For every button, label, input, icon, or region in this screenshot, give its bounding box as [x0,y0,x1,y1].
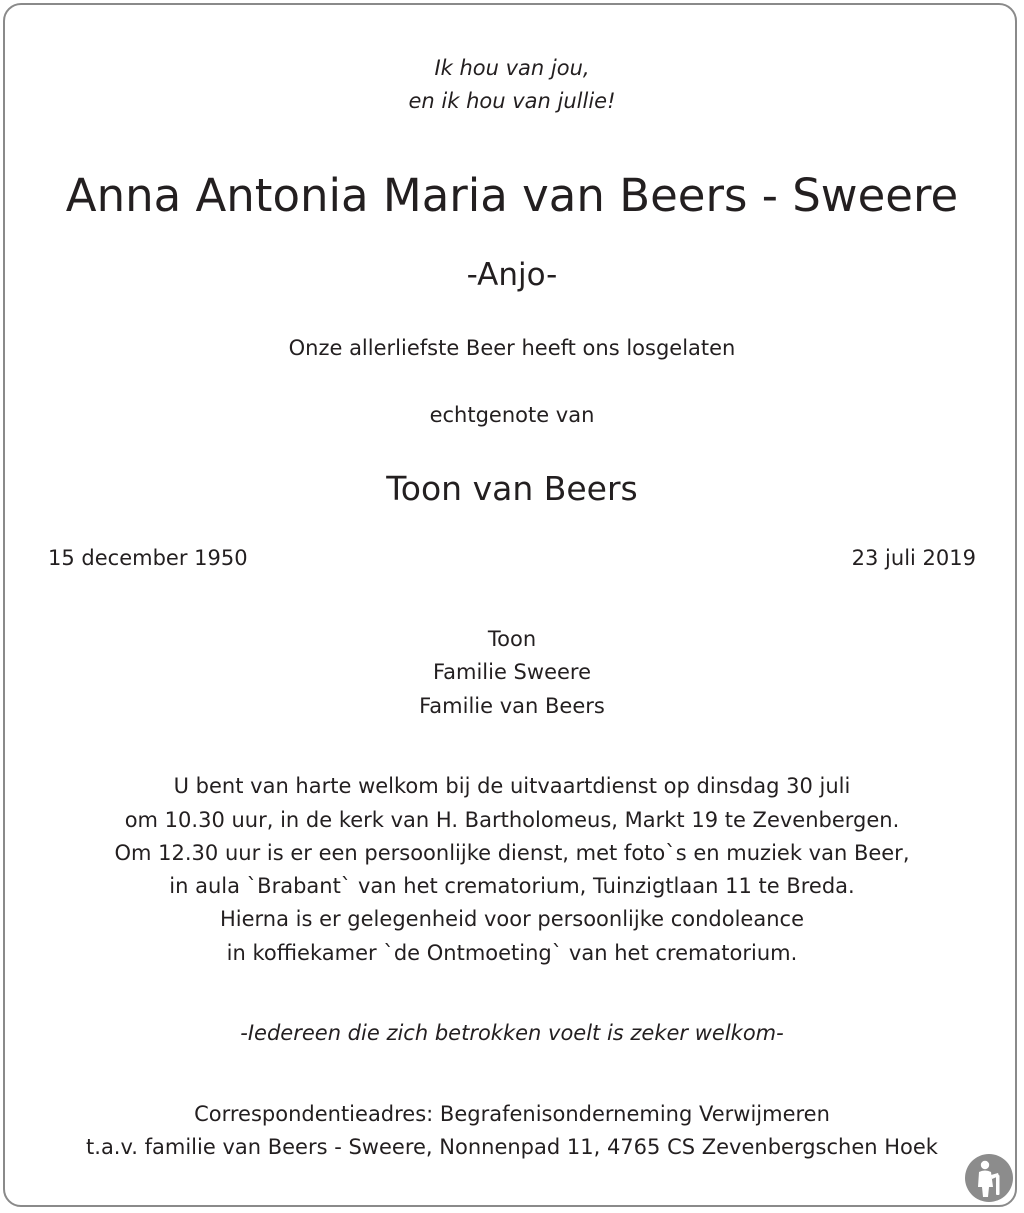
deceased-nickname: -Anjo- [466,257,558,293]
deceased-full-name: Anna Antonia Maria van Beers - Sweere [65,169,959,222]
memorial-figure-icon [964,1153,1014,1203]
service-line: in aula `Brabant` van het crematorium, Tuinzigtlaan 11 te Breda. [169,874,855,898]
motto-line-1: Ik hou van jou, [434,56,590,80]
mourner-item: Familie van Beers [419,694,605,718]
mourner-item: Familie Sweere [432,660,591,684]
motto-line-2: en ik hou van jullie! [408,89,616,113]
correspondence-line-1: Correspondentieadres: Begrafenisonderneming Verwijmeren [194,1102,830,1126]
service-line: om 10.30 uur, in de kerk van H. Bartholomeus, Markt 19 te Zevenbergen. [124,808,900,832]
birth-date: 15 december 1950 [48,546,248,570]
spouse-label: echtgenote van [429,403,595,427]
death-date: 23 juli 2019 [851,546,976,570]
service-line: Hierna is er gelegenheid voor persoonlijke condoleance [219,907,805,931]
intro-text: Onze allerliefste Beer heeft ons losgelaten [288,336,736,360]
service-line: in koffiekamer `de Ontmoeting` van het crematorium. [226,941,798,965]
mourner-item: Toon [487,627,537,651]
service-line: Om 12.30 uur is er een persoonlijke dienst, met foto`s en muziek van Beer, [114,841,910,865]
service-line: U bent van harte welkom bij de uitvaartdienst op dinsdag 30 juli [173,774,851,798]
welcome-note: -Iedereen die zich betrokken voelt is zeker welkom- [240,1021,784,1045]
spouse-name: Toon van Beers [386,469,638,508]
correspondence-line-2: t.a.v. familie van Beers - Sweere, Nonnenpad 11, 4765 CS Zevenbergschen Hoek [86,1135,938,1159]
